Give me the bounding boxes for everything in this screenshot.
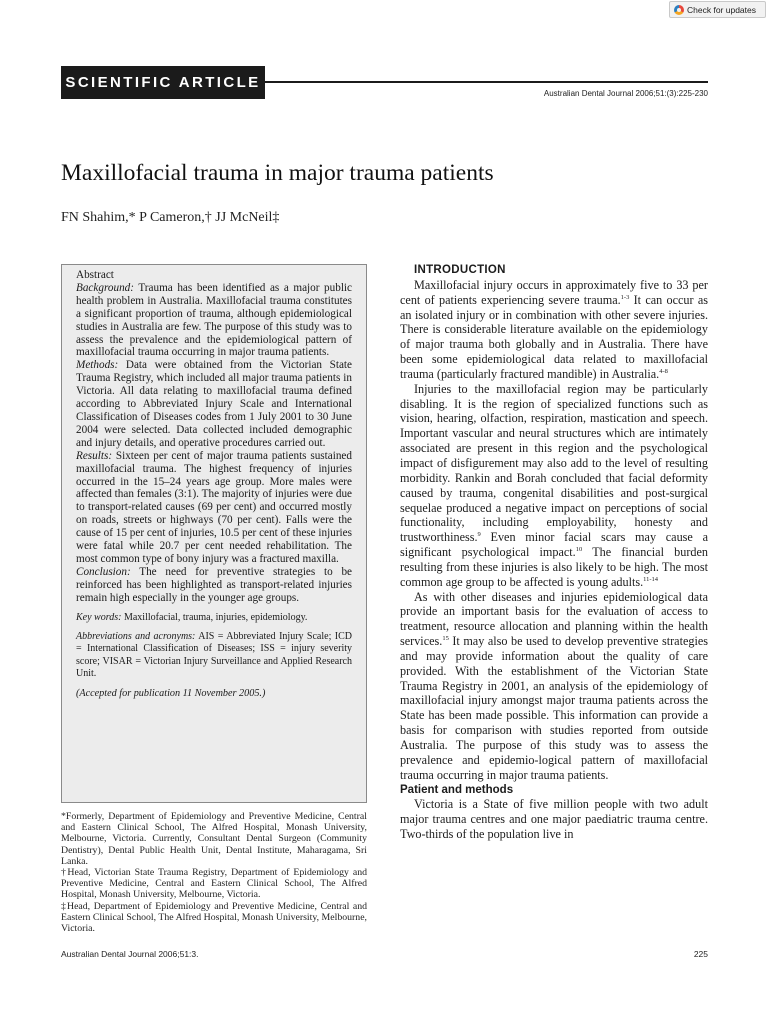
body-column: [400, 263, 708, 842]
check-for-updates-button[interactable]: [669, 1, 766, 18]
methods-label: Methods:: [76, 359, 119, 372]
journal-reference: Australian Dental Journal 2006;51:(3):225-230: [543, 89, 708, 98]
author-footnotes: [61, 811, 367, 934]
keywords-label: Key words:: [76, 611, 122, 623]
intro-p3-text-a: As with other diseases and injuries epidemiological data provide an important basis for the evaluation of access to treatment, resource allocation and planning within the health services.: [400, 589, 708, 649]
section-label: SCIENTIFIC ARTICLE: [61, 66, 265, 99]
background-text: Trauma has been identified as a major public health problem in Australia. Maxillofacial trauma constitutes a significant proportion of trauma, although epidemiological studies in Australia are few. The purpose of this study was to assess the prevalence and the epidemiological pattern of maxillofacial trauma occurring in major trauma patients.: [76, 281, 352, 359]
citation-ref: 9: [477, 531, 481, 539]
footnote-mcneil: ‡Head, Department of Epidemiology and Preventive Medicine, Central and Eastern Clinical School, The Alfred Hospital, Monash University, Melbourne, Victoria.: [61, 900, 367, 935]
abstract-box: [61, 264, 367, 803]
abstract-accepted: (Accepted for publication 11 November 2005.): [76, 687, 266, 699]
abstract-keywords: [76, 612, 352, 624]
abstract-heading: Abstract: [76, 269, 114, 281]
header-rule: [265, 81, 708, 83]
intro-paragraph-2: [400, 382, 708, 590]
results-text: Sixteen per cent of major trauma patients sustained maxillofacial trauma. The highest frequency of injuries occurred in the 15–24 years age group. More males were affected than females (3:1). The majority of injuries were due to transport-related causes (69 per cent) and occurred mostly on roads, streets or highways (70 per cent). Falls were the cause of 15 per cent of injuries, 10.5 per cent of these injuries were fatal while 20.7 per cent needed rehabilitation. The most common type of bony injury was a fractured maxilla.: [76, 449, 352, 565]
footnote-shahim: *Formerly, Department of Epidemiology and Preventive Medicine, Central and Eastern Clinical School, The Alfred Hospital, Monash University, Melbourne, Victoria. Currently, Consultant Dental Surgeon (Community Dentistry), Dental Public Health Unit, Dental Institute, Maharagama, Sri Lanka.: [61, 811, 367, 867]
introduction-heading: INTRODUCTION: [414, 264, 506, 276]
intro-p2-text-a: Injuries to the maxillofacial region may be particularly disabling. It is the region of specialized functions such as vision, hearing, olfaction, respiration, mastication and speech. Important vascular and neural structures which are intimately associated are present in this region and the psychological impact of disfigurement may also add to the level of resulting morbidity. Rankin and Borah concluded that facial deformity caused by trauma, congenital disabilities and post-surgical sequelae produced a negative impact on perceptions of social functionality, including employability, honesty and trustworthiness.: [400, 381, 708, 545]
footer-journal: Australian Dental Journal 2006;51:3.: [61, 949, 199, 959]
crossmark-icon: [674, 5, 684, 15]
abbreviations-label: Abbreviations and acronyms:: [76, 630, 196, 642]
footnote-cameron: †Head, Victorian State Trauma Registry, Department of Epidemiology and Preventive Medicine, Central and Eastern Clinical School, The Alfred Hospital, Monash University, Melbourne, Victoria.: [61, 867, 367, 901]
conclusion-label: Conclusion:: [76, 565, 131, 578]
methods-heading: Patient and methods: [400, 783, 514, 796]
article-title: Maxillofacial trauma in major trauma patients: [61, 160, 494, 186]
article-authors: FN Shahim,* P Cameron,† JJ McNeil‡: [61, 210, 280, 225]
intro-p1-text-a: Maxillofacial injury occurs in approximately five to 33 per cent of patients experiencing severe trauma.: [400, 277, 708, 307]
abstract-abbreviations: [76, 631, 352, 681]
citation-ref: 11-14: [643, 575, 659, 583]
intro-p2-text-c: The financial burden resulting from these injuries is also likely to be high. The most common age group to be affected is young adults.: [400, 545, 708, 589]
results-label: Results:: [76, 449, 113, 462]
methods-paragraph-1: Victoria is a State of five million people with two adult major trauma centres and one major paediatric trauma centre. Two-thirds of the population live in: [400, 797, 708, 842]
intro-paragraph-1: [400, 278, 708, 382]
abstract-background: [76, 282, 352, 359]
intro-p2-text-b: Even minor facial scars may cause a significant psychological impact.: [400, 530, 708, 560]
citation-ref: 15: [442, 635, 449, 643]
citation-ref: 4-8: [659, 367, 668, 375]
background-label: Background:: [76, 281, 134, 294]
keywords-text: Maxillofacial, trauma, injuries, epidemiology.: [121, 611, 308, 623]
abstract-methods: [76, 359, 352, 449]
conclusion-text: The need for preventive strategies to be reinforced has been highlighted as transport-related injuries remain high especially in the younger age groups.: [76, 565, 352, 604]
abstract-results: [76, 450, 352, 566]
abstract-conclusion: [76, 566, 352, 605]
intro-p3-text-b: It may also be used to develop preventive strategies and may provide information about the quality of care provided. With the establishment of the Victorian State Trauma Registry in 2001, an analysis of the epidemiology of maxillofacial injury amongst major trauma patients across the State has been made possible. This information can provide a basis for comparison with studies reported from outside Australia. The purpose of this study was to assess the prevalence and epidemio-logical pattern of maxillofacial trauma occurring in major trauma patients.: [400, 634, 708, 782]
citation-ref: 1-3: [620, 293, 630, 301]
intro-paragraph-3: [400, 590, 708, 783]
page-number: 225: [693, 949, 708, 959]
citation-ref: 10: [575, 545, 583, 553]
methods-text: Data were obtained from the Victorian State Trauma Registry, which included all major trauma patients in Victoria. All data relating to maxillofacial trauma defined according to Abbreviated Injury Scale and International Classification of Diseases codes from 1 July 2001 to 30 June 2004 were selected. Data collected included demographic and injury details, and operative procedures carried out.: [76, 359, 352, 449]
intro-p1-text-b: It can occur as an isolated injury or in combination with other severe injuries. There is considerable literature available on the epidemiology of major trauma both globally and in Australia. There have been some epidemiological data related to maxillofacial trauma (particularly fractured mandible) in Australia.: [400, 292, 709, 381]
abbreviations-text: AIS = Abbreviated Injury Scale; ICD = International Classification of Diseases; ISS = injury severity score; VISAR = Victorian Injury Surveillance and Applied Research Unit.: [76, 630, 352, 680]
check-for-updates-label: Check for updates: [687, 4, 756, 15]
